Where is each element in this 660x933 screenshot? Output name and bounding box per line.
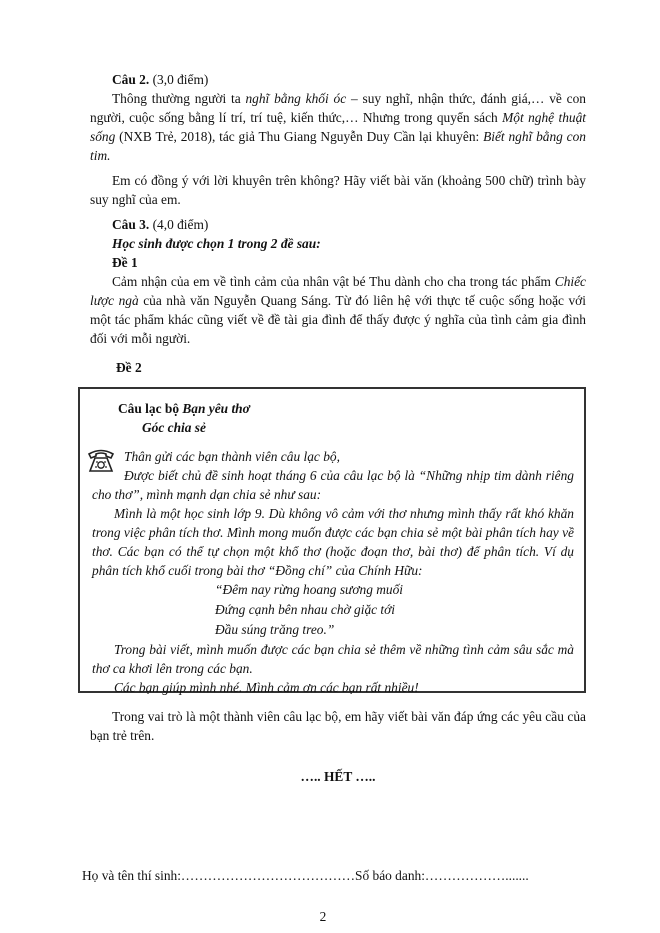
question-2-heading: Câu 2. (3,0 điểm): [112, 72, 209, 87]
option-1-label: Đề 1: [112, 255, 138, 270]
poem-line: Đứng cạnh bên nhau chờ giặc tới: [215, 602, 396, 617]
choice-instruction: Học sinh được chọn 1 trong 2 đề sau:: [112, 236, 321, 251]
question-2-task: Em có đồng ý với lời khuyên trên không? Hãy viết bài văn (khoảng 500 chữ) trình bày suy nghĩ của em.: [90, 173, 586, 207]
option-1-prompt: Cảm nhận của em về tình cảm của nhân vật bé Thu dành cho cha trong tác phẩm Chiếc lược ngà của nhà văn Nguyễn Quang Sáng. Từ đó liên hệ với thực tế cuộc sống hoặc với một tác phẩm khác cũng viết về đề tài gia đình để thấy được ý nghĩa của tình cảm gia đình đối với mỗi người.: [90, 274, 586, 346]
post-paragraph-4: Các bạn giúp mình nhé. Mình cảm ơn các bạn rất nhiều!: [114, 680, 419, 695]
question-3-heading: Câu 3. (4,0 điểm): [112, 217, 209, 232]
club-title: Câu lạc bộ Bạn yêu thơ: [118, 401, 250, 416]
page-number: 2: [319, 909, 327, 924]
exam-page: [82, 66, 587, 926]
candidate-info-line: Họ và tên thí sinh:…………………………………Số báo danh:……………….......: [82, 868, 529, 883]
option-2-label: Đề 2: [116, 360, 142, 375]
corner-title: Góc chia sẻ: [142, 420, 206, 435]
telephone-icon: [86, 445, 116, 475]
poem-line: Đầu súng trăng treo.”: [215, 622, 335, 637]
club-post-box: [78, 387, 586, 693]
option-2-task: Trong vai trò là một thành viên câu lạc bộ, em hãy viết bài văn đáp ứng các yêu cầu của bạn trẻ trên.: [90, 709, 586, 743]
post-paragraph-1: Được biết chủ đề sinh hoạt tháng 6 của câu lạc bộ là “Những nhịp tim dành riêng cho thơ”, mình mạnh dạn chia sẻ như sau:: [92, 468, 574, 502]
question-2-prompt: Thông thường người ta nghĩ bằng khối óc – suy nghĩ, nhận thức, đánh giá,… về con người, cuộc sống bằng lí trí, trí tuệ, kiến thức,… Nhưng trong quyển sách Một nghệ thuật sống (NXB Trẻ, 2018), tác giả Thu Giang Nguyễn Duy Cần lại khuyên: Biết nghĩ bằng con tim.: [90, 91, 587, 163]
poem-excerpt: [215, 580, 574, 640]
poem-line: “Đêm nay rừng hoang sương muối: [215, 582, 404, 597]
end-marker: ….. HẾT …..: [300, 769, 376, 784]
post-greeting: Thân gửi các bạn thành viên câu lạc bộ,: [124, 449, 340, 464]
post-paragraph-2: Mình là một học sinh lớp 9. Dù không vô cảm với thơ nhưng mình thấy rất khó khăn trong việc phân tích thơ. Mình mong muốn được các bạn chia sẻ một bài phân tích hay về thơ. Các bạn có thể tự chọn một khổ thơ (hoặc đoạn thơ, bài thơ) để phân tích. Ví dụ phân tích khổ cuối trong bài thơ “Đồng chí” của Chính Hữu:: [92, 506, 574, 578]
post-paragraph-3: Trong bài viết, mình muốn được các bạn chia sẻ thêm về những tình cảm sâu sắc mà thơ ca khơi lên trong các bạn.: [92, 642, 574, 676]
